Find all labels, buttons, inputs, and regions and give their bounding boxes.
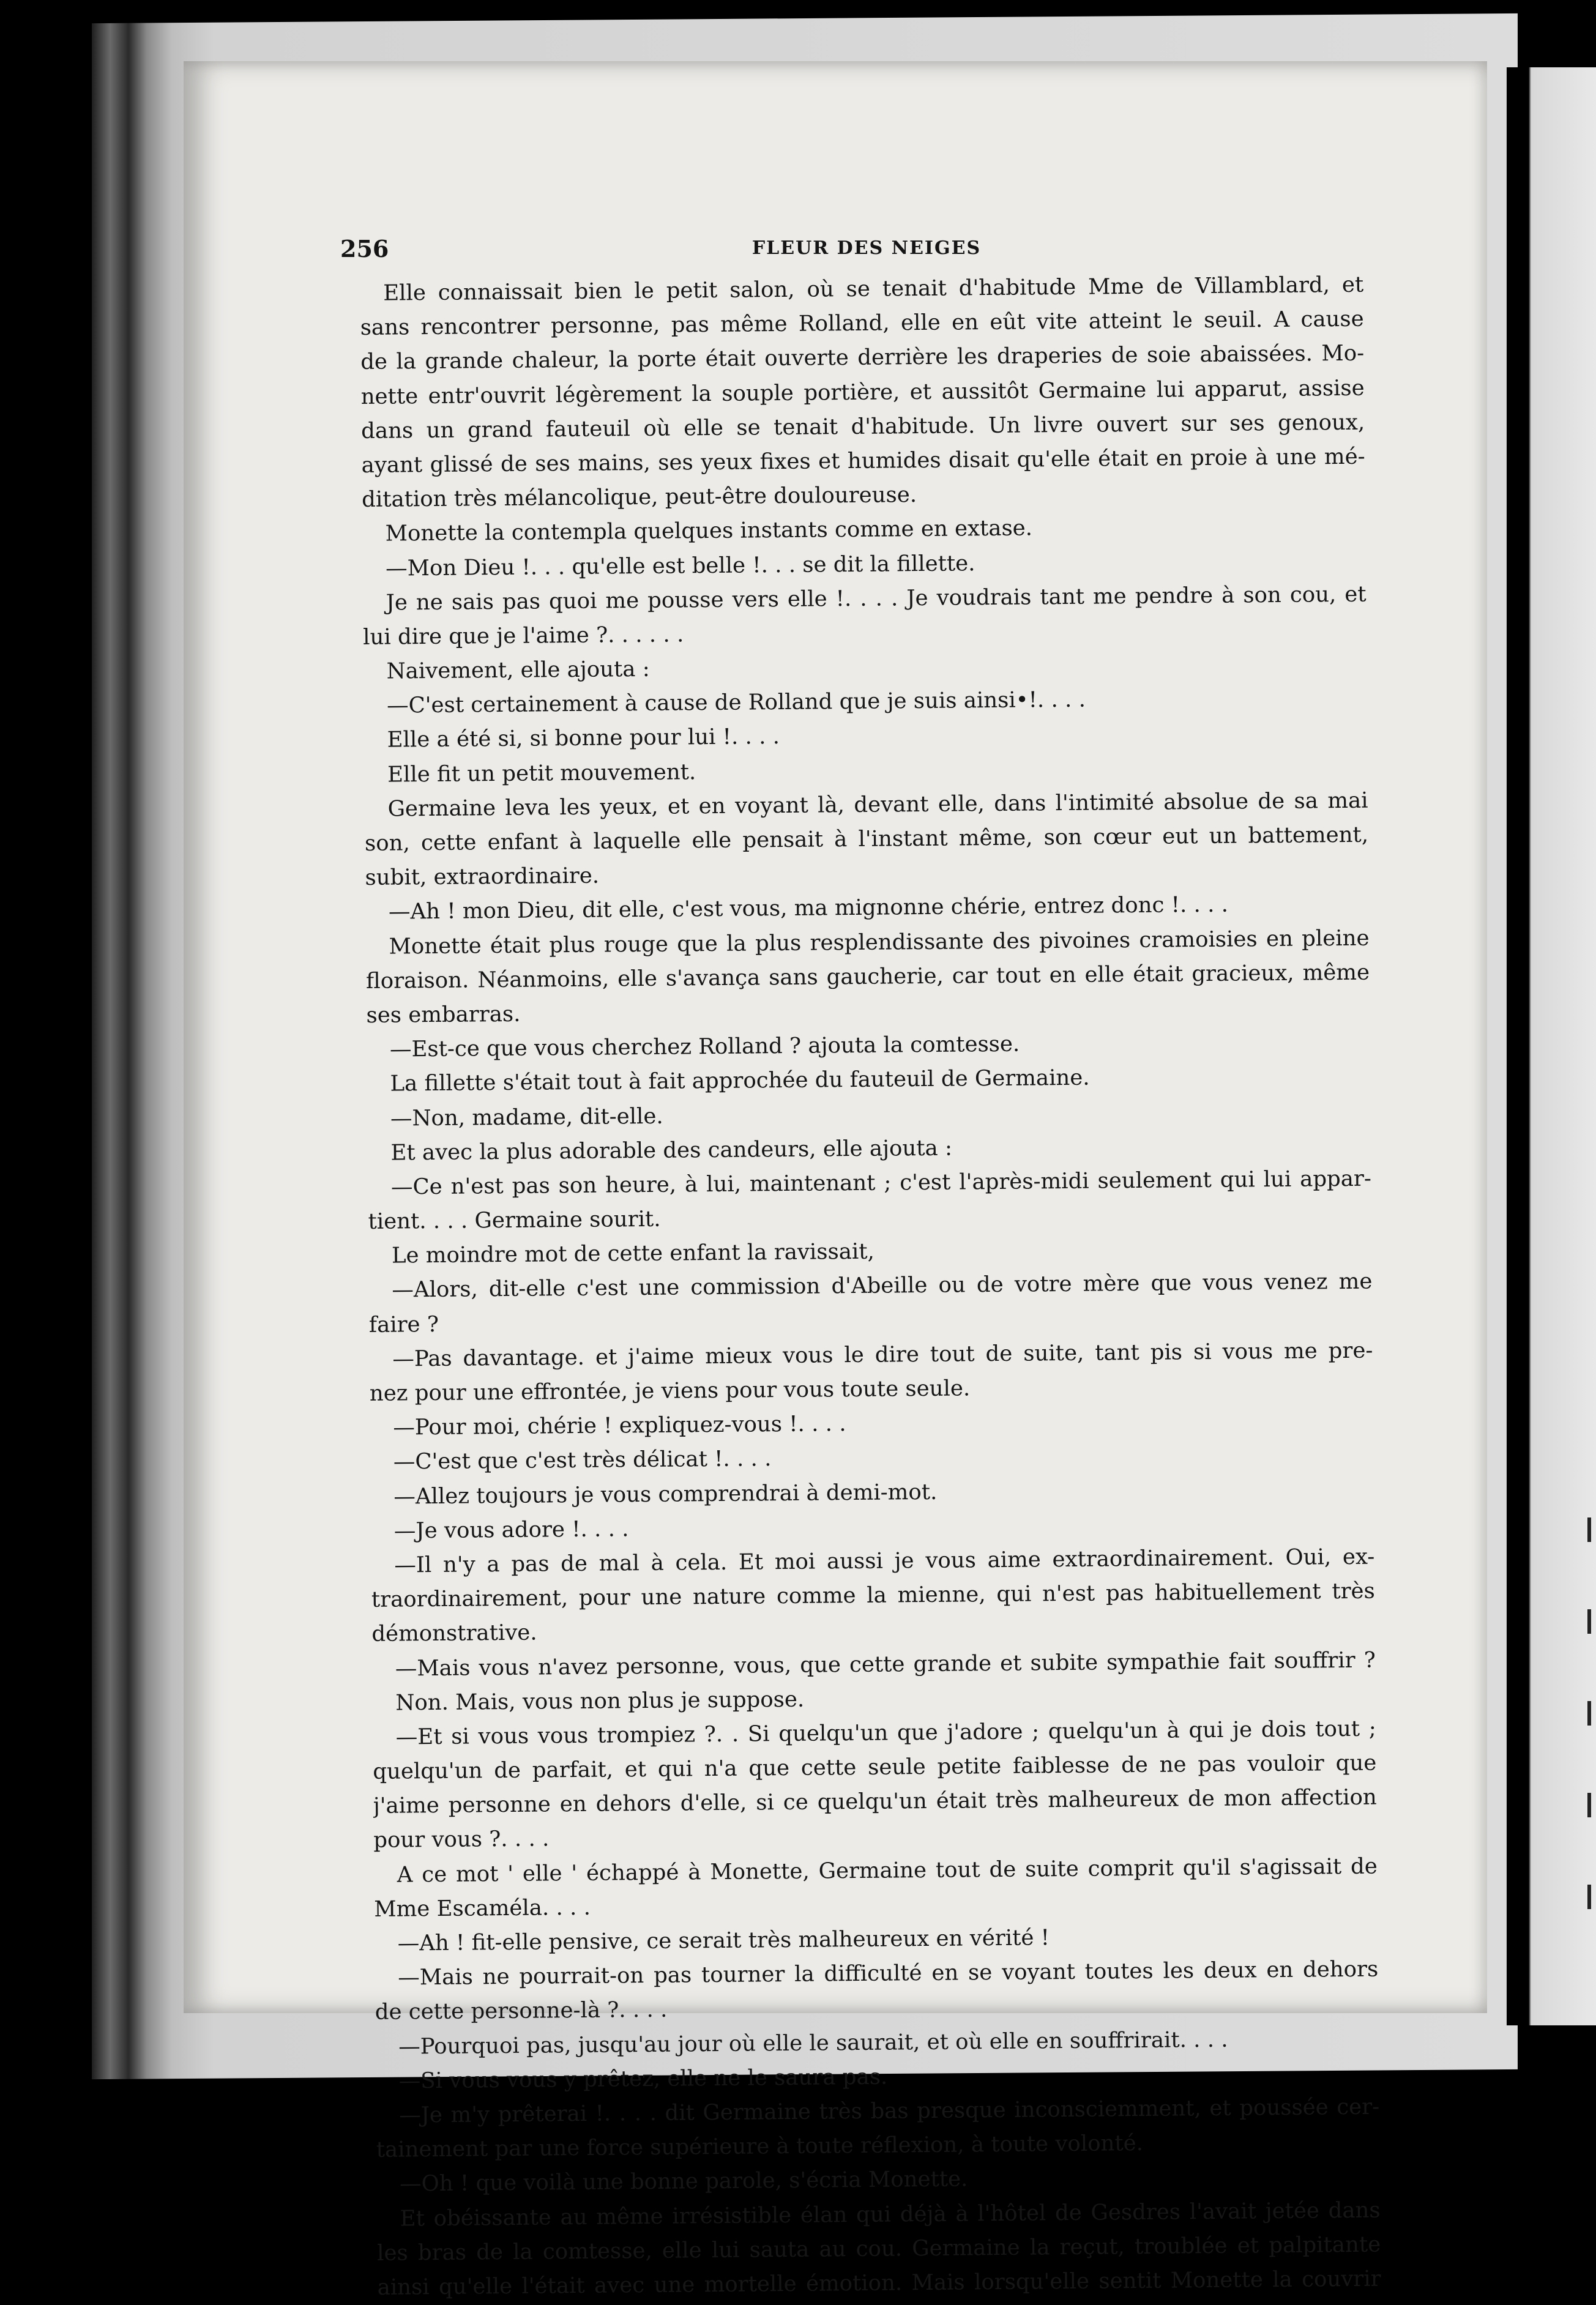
text-line: traordinairement, pour une nature comme la mienne, qui n'est pas habituellement très: [371, 1578, 1375, 1613]
text-line: ayant glissé de ses mains, ses yeux fixes et humides disait qu'elle était en proie à une mé-: [361, 444, 1365, 478]
text-line: Le moindre mot de cette enfant la ravissait,: [391, 1238, 874, 1268]
text-line: nette entr'ouvrit légèrement la souple portière, et aussitôt Germaine lui apparut, assise: [360, 375, 1365, 409]
text-line: faire ?: [368, 1311, 439, 1338]
text-line: tainement par une force supérieure à toute réflexion, à toute volonté.: [376, 2131, 1144, 2163]
text-line: —Et si vous vous trompiez ?. . Si quelqu'un que j'adore ; quelqu'un à qui je dois tout ;: [395, 1716, 1376, 1750]
text-line: de la grande chaleur, la porte était ouverte derrière les draperies de soie abaissées. Mo-: [360, 341, 1365, 375]
text-line: La fillette s'était tout à fait approchée du fauteuil de Germaine.: [390, 1065, 1090, 1097]
text-line: —Non, madame, dit-elle.: [390, 1103, 663, 1131]
text-line: Elle a été si, si bonne pour lui !. . . .: [387, 724, 780, 753]
text-line: —Ce n'est pas son heure, à lui, maintenant ; c'est l'après-midi seulement qui lui appar-: [390, 1166, 1372, 1200]
text-line: Elle connaissait bien le petit salon, où se tenait d'habitude Mme de Villamblard, et: [383, 272, 1364, 306]
text-line: —Est-ce que vous cherchez Rolland ? ajouta la comtesse.: [389, 1031, 1020, 1062]
text-line: subit, extraordinaire.: [365, 863, 600, 891]
text-line: tient. . . . Germaine sourit.: [368, 1206, 661, 1235]
text-line: Monette était plus rouge que la plus resplendissante des pivoines cramoisies en pleine: [389, 925, 1370, 959]
text-line: —Mais ne pourrait-on pas tourner la difficulté en se voyant toutes les deux en dehors: [398, 1956, 1379, 1990]
running-title: FLEUR DES NEIGES: [751, 237, 982, 259]
text-line: —Je vous adore !. . . .: [393, 1516, 629, 1544]
text-line: —Pourquoi pas, jusqu'au jour où elle le saurait, et où elle en souffrirait. . . .: [398, 2027, 1228, 2060]
text-line: —Ah ! fit-elle pensive, ce serait très malheureux en vérité !: [397, 1925, 1050, 1956]
text-line: floraison. Néanmoins, elle s'avança sans gaucherie, car tout en elle était gracieux, même: [365, 959, 1370, 994]
text-line: dans un grand fauteuil où elle se tenait d'habitude. Un livre ouvert sur ses genoux,: [361, 409, 1365, 444]
text-line: A ce mot ' elle ' échappé à Monette, Germaine tout de suite comprit qu'il s'agissait de: [397, 1853, 1378, 1888]
text-line: Germaine leva les yeux, et en voyant là, devant elle, dans l'intimité absolue de sa mai: [387, 788, 1368, 822]
text-line: Et avec la plus adorable des candeurs, elle ajouta :: [390, 1135, 953, 1166]
text-line: —C'est que c'est très délicat !. . . .: [393, 1446, 772, 1475]
text-line: ditation très mélancolique, peut-être douloureuse.: [362, 482, 917, 513]
text-line: —Pour moi, chérie ! expliquez-vous !. . . .: [393, 1411, 846, 1440]
text-line: les bras de la comtesse, elle lui sauta au cou. Germaine la reçut, troublée et palpitante: [377, 2232, 1381, 2266]
text-line: —C'est certainement à cause de Rolland que je suis ainsi•!. . . .: [386, 687, 1086, 718]
text-line: —Oh ! que voilà une bonne parole, s'écria Monette.: [400, 2166, 968, 2197]
text-line: —Allez toujours je vous comprendrai à demi-mot.: [393, 1479, 938, 1510]
text-line: de cette personne-là ?. . . .: [375, 1997, 668, 2025]
text-line: Naivement, elle ajouta :: [386, 656, 650, 684]
text-line: son, cette enfant à laquelle elle pensait à l'instant même, son cœur eut un battement,: [364, 822, 1369, 856]
text-line: sans rencontrer personne, pas même Rolland, elle en eût vite atteint le seuil. A cause: [360, 306, 1364, 341]
text-line: —Il n'y a pas de mal à cela. Et moi aussi je vous aime extraordinairement. Oui, ex-: [394, 1544, 1375, 1578]
text-line: Elle fit un petit mouvement.: [387, 759, 696, 788]
text-line: —Mon Dieu !. . . qu'elle est belle !. . . se dit la fillette.: [385, 550, 975, 581]
text-line: nez pour une effrontée, je viens pour vous toute seule.: [369, 1376, 971, 1406]
text-line: ses embarras.: [366, 1001, 521, 1028]
text-line: —Alors, dit-elle c'est une commission d'Abeille ou de votre mère que vous venez me: [392, 1269, 1373, 1303]
text-line: —Pas davantage. et j'aime mieux vous le dire tout de suite, tant pis si vous me pre-: [392, 1338, 1373, 1372]
text-line: Et obéissante au même irrésistible élan qui déjà à l'hôtel de Gesdres l'avait jetée dans: [400, 2197, 1381, 2232]
text-line: Je ne sais pas quoi me pousse vers elle !. . . . Je voudrais tant me pendre à son cou, et: [386, 581, 1367, 616]
text-line: —Mais vous n'avez personne, vous, que cette grande et subite sympathie fait souffrir ?: [395, 1647, 1376, 1681]
text-line: pour vous ?. . . .: [373, 1826, 550, 1853]
facing-page-edge: [1507, 67, 1596, 2025]
text-line: —Je m'y prêterai !. . . . dit Germaine très bas presque inconsciemment, et poussée cer-: [399, 2094, 1380, 2128]
text-line: Monette la contempla quelques instants comme en extase.: [385, 515, 1033, 546]
text-line: quelqu'un de parfait, et qui n'a que cette seule petite faiblesse de ne pas vouloir que: [373, 1750, 1377, 1784]
text-line: Mme Escaméla. . . .: [374, 1894, 591, 1922]
page-header: [340, 235, 1393, 272]
page-number: 256: [340, 235, 389, 263]
text-line: démonstrative.: [371, 1620, 537, 1647]
text-line: Non. Mais, vous non plus je suppose.: [395, 1686, 805, 1716]
text-line: —Ah ! mon Dieu, dit elle, c'est vous, ma mignonne chérie, entrez donc !. . . .: [388, 892, 1229, 925]
text-line: ainsi qu'elle l'était avec une mortelle émotion. Mais lorsqu'elle sentit Monette la couvrir: [377, 2266, 1381, 2300]
text-line: —Si vous vous y prêtez, elle ne le saura pas.: [398, 2064, 888, 2094]
facing-page-marks: [1585, 1517, 1596, 1946]
text-line: lui dire que je l'aime ?. . . . . .: [362, 622, 684, 650]
text-line: j'aime personne en dehors d'elle, si ce quelqu'un était très malheureux de mon affection: [373, 1784, 1377, 1819]
body-text: [360, 268, 1381, 2305]
